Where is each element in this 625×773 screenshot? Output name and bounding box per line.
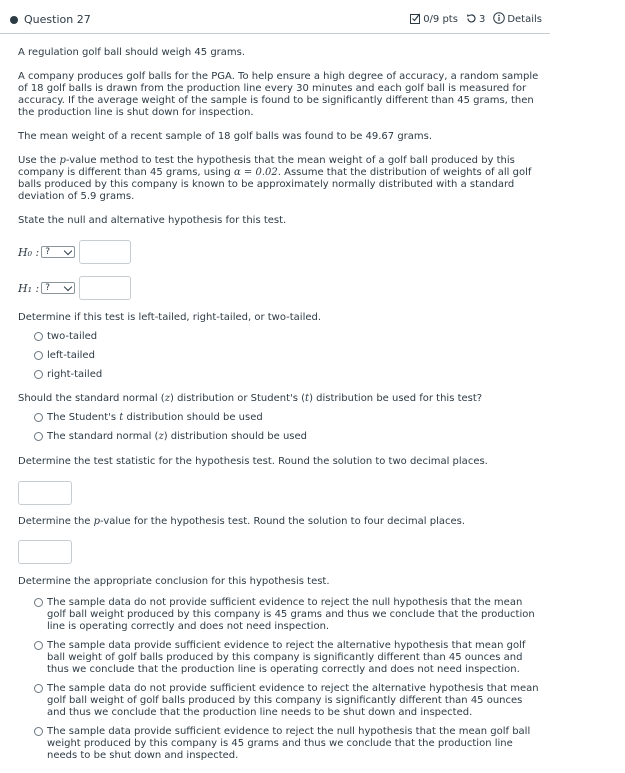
question-meta [410, 12, 542, 27]
conclusion-prompt: Determine the appropriate conclusion for this hypothesis test. [18, 576, 330, 587]
conclusion-option-1[interactable]: The sample data do not provide sufficient evidence to reject the null hypothesis that the mean golf ball weight produced by this company is 45 grams and thus we conclude that the production line is operating correctly and does not need inspection. [34, 597, 544, 633]
radio-button[interactable] [34, 351, 43, 360]
h1-label: H₁ : [18, 281, 40, 295]
radio-button[interactable] [34, 641, 43, 650]
info-icon[interactable] [493, 12, 505, 27]
tail-option-left[interactable]: left-tailed [34, 350, 544, 362]
intro-sample-mean: The mean weight of a recent sample of 18 golf balls was found to be 49.67 grams. [18, 131, 433, 142]
chevron-down-icon [64, 246, 72, 254]
h1-row [18, 276, 131, 300]
h1-operator-select[interactable]: ? [41, 282, 75, 294]
h1-value-input[interactable] [79, 276, 131, 300]
test-statistic-prompt: Determine the test statistic for the hypothesis test. Round the solution to two decimal places. [18, 456, 488, 467]
question-header [0, 7, 550, 34]
conclusion-option-4[interactable]: The sample data provide sufficient evidence to reject the null hypothesis that the mean golf ball weight produced by this company is 45 grams and thus we conclude that the production line needs to be shut down and inspected. [34, 726, 544, 762]
radio-button[interactable] [34, 370, 43, 379]
question-status-dot [10, 16, 18, 24]
details-link[interactable]: Details [507, 14, 542, 25]
h0-value-input[interactable] [79, 240, 131, 264]
chevron-down-icon [64, 282, 72, 290]
h0-label: H₀ : [18, 245, 40, 259]
h0-operator-select[interactable]: ? [41, 246, 75, 258]
radio-button[interactable] [34, 432, 43, 441]
intro-regulation: A regulation golf ball should weigh 45 grams. [18, 47, 246, 58]
radio-button[interactable] [34, 332, 43, 341]
hypothesis-prompt: State the null and alternative hypothesis for this test. [18, 215, 287, 226]
radio-button[interactable] [34, 598, 43, 607]
tail-option-two[interactable]: two-tailed [34, 331, 544, 343]
distribution-prompt: Should the standard normal (z) distribution or Student's (t) distribution be used for this test? [18, 393, 483, 404]
radio-button[interactable] [34, 727, 43, 736]
checkbox-edit-icon [410, 13, 421, 27]
intro-company: A company produces golf balls for the PGA. To help ensure a high degree of accuracy, a random sample of 18 golf balls is drawn from the production line every 30 minutes and each golf ball is measured for accuracy. If the average weight of the sample is found to be significantly different than 45 grams, then the production line is shut down for inspection. [18, 71, 539, 118]
question-title: Question 27 [24, 13, 91, 26]
radio-button[interactable] [34, 413, 43, 422]
retries-count: 3 [478, 14, 486, 25]
test-statistic-input[interactable] [18, 481, 72, 505]
conclusion-option-3[interactable]: The sample data do not provide sufficient evidence to reject the alternative hypothesis that mean golf ball weight of golf balls produced by this company is significantly different than 45 ounces and thus we conclude that the production line needs to be shut down and inspected. [34, 683, 544, 719]
tail-option-right[interactable]: right-tailed [34, 369, 544, 381]
p-value-input[interactable] [18, 540, 72, 564]
radio-button[interactable] [34, 684, 43, 693]
conclusion-option-2[interactable]: The sample data provide sufficient evidence to reject the alternative hypothesis that mean golf ball weight of golf balls produced by this company is significantly different than 45 ounces and thus we conclude that the production line is operating correctly and does not need inspection. [34, 640, 544, 676]
tail-prompt: Determine if this test is left-tailed, right-tailed, or two-tailed. [18, 312, 322, 323]
score-text: 0/9 pts [423, 14, 458, 25]
dist-option-t[interactable]: The Student's t distribution should be used [34, 412, 544, 424]
h0-row [18, 240, 131, 264]
retry-icon [466, 13, 477, 27]
dist-option-z[interactable]: The standard normal (z) distribution should be used [34, 431, 544, 443]
intro-method: Use the p-value method to test the hypothesis that the mean weight of a golf ball produced by this company is different than 45 grams, using α = 0.02. Assume that the distribution of weights of all golf balls produced by this company is known to be approximately normally distributed with a standard deviation of 5.9 grams. [18, 155, 532, 202]
p-value-prompt: Determine the p-value for the hypothesis test. Round the solution to four decimal places. [18, 516, 466, 527]
